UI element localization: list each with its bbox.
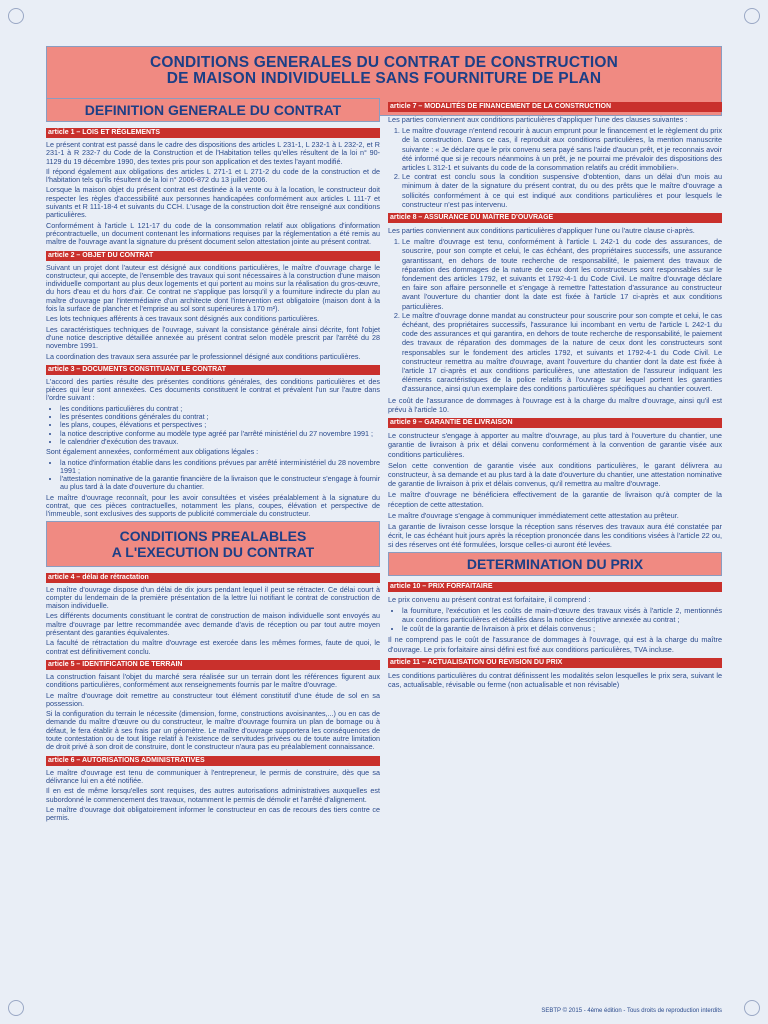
article-10-paragraph: Il ne comprend pas le coût de l'assurance de dommages à l'ouvrage, qui est à la charge du maître d'ouvrage. Le prix forfaitaire ainsi défini est fixé aux conditions particulières, TVA incluse.	[388, 635, 722, 654]
section-prealables-line2: A L'EXECUTION DU CONTRAT	[111, 543, 315, 560]
article-2-paragraph: Les caractéristiques techniques de l'ouvrage, suivant la consistance générale ainsi décrite, font l'objet d'une notice descriptive détaillée annexée au présent contrat selon modèle prescrit par l'arrêté du 28 novembre 1991.	[46, 324, 380, 351]
article-4-paragraph: Les différents documents constituant le contrat de construction de maison individuelle sont envoyés au maître d'ouvrage par lettre recommandée avec demande d'avis de réception ou par tout autre moyen présentant des garanties équivalentes.	[46, 611, 380, 638]
section-prealables	[46, 521, 380, 567]
article-9-paragraph: Selon cette convention de garantie visée aux conditions particulières, le garant délivrera au constructeur, à sa demande et au plus tard à la date d'ouverture du chantier, une attestation nominative de garantie de livraison à prix et délais convenus, qu'il remettra au maître d'ouvrage.	[388, 460, 722, 489]
article-2-heading: article 2 – OBJET DU CONTRAT	[46, 251, 380, 261]
article-3-paragraph: Sont également annexées, conformément aux obligations légales :	[46, 447, 259, 457]
list-item: • les plans, coupes, élévations et perspectives ;	[60, 421, 380, 429]
article-11-heading: article 11 – ACTUALISATION OU RÉVISION DU PRIX	[388, 658, 722, 668]
corner-mark-icon	[744, 1000, 760, 1016]
left-column	[46, 98, 380, 824]
article-5-heading: article 5 – IDENTIFICATION DE TERRAIN	[46, 660, 380, 670]
article-3-paragraph: Le maître d'ouvrage reconnaît, pour les avoir consultées et visées préalablement à la signature du contrat, que ces pièces contractuelles, notamment les plans, coupes, élévation et perspective de l'immeuble, sont exclusives des supports de publicité commerciale du constructeur.	[46, 492, 380, 519]
list-item: 1. Le maître d'ouvrage est tenu, conformément à l'article L 242-1 du code des assurances, de souscrire, pour son compte et celui, le cas échéant, des propriétaires successifs, une assurance garantissant, en dehors de toute recherche de responsabilité, le paiement des travaux de réparation des dommages de la nature de ceux dont les constructeurs sont responsables sur le fondement des articles 1792, et suivants et 1792-4-1 du Code Civil. Le maître d'ouvrage déclare en faire son affaire personnelle et s'engage à remettre l'attestation d'assurance au constructeur avant l'ouverture du chantier dont la date est fixée à l'article 17 ci-après et aux conditions particulières.	[402, 237, 722, 311]
article-2-paragraph: Les lots techniques afférents à ces travaux sont désignés aux conditions particulières.	[46, 314, 320, 324]
article-3-paragraph: L'accord des parties résulte des présentes conditions générales, des conditions particulières et des pièces qui leur sont annexées. Ces documents constituent le contrat et prévalent l'un sur l'autre dans l'ordre suivant :	[46, 376, 380, 403]
header-title-line1: CONDITIONS GENERALES DU CONTRAT DE CONSTRUCTION	[149, 54, 619, 71]
article-10-paragraph: Le prix convenu au présent contrat est forfaitaire, il comprend :	[388, 594, 591, 604]
article-6-paragraph: Le maître d'ouvrage est tenu de communiquer à l'entrepreneur, le permis de construire, dès que sa délivrance lui en a été notifiée.	[46, 767, 380, 785]
article-3-heading: article 3 – DOCUMENTS CONSTITUANT LE CONTRAT	[46, 365, 380, 375]
corner-mark-icon	[8, 1000, 24, 1016]
article-11-paragraph: Les conditions particulières du contrat définissent les modalités selon lesquelles le prix sera, suivant le cas, actualisable, révisable ou ferme (non actualisable et non révisable)	[388, 670, 722, 689]
article-1-paragraph: Lorsque la maison objet du présent contrat est destinée à la vente ou à la location, le constructeur doit respecter les règles d'accessibilité aux personnes handicapées conformément aux articles L 111-7 et suivants et R 111-18-4 et suivants du CCH. L'usage de la construction doit être renseigné aux conditions particulières.	[46, 185, 380, 220]
section-definition: DEFINITION GENERALE DU CONTRAT	[46, 98, 380, 122]
article-10-list	[388, 606, 722, 634]
corner-mark-icon	[744, 8, 760, 24]
article-9-paragraph: Le constructeur s'engage à apporter au maître d'ouvrage, au plus tard à l'ouverture du chantier, une garantie de livraison à prix et délai convenu conformément à la convention de garantie visée aux conditions particulières.	[388, 431, 722, 459]
article-9-paragraph: Le maître d'ouvrage s'engage à communiquer immédiatement cette attestation au prêteur.	[388, 510, 679, 520]
article-1-paragraph: Il répond également aux obligations des articles L 271-1 et L 271-2 du code de la construction et de l'habitation tels qu'ils résultent de la loi n° 2006-872 du 13 juillet 2006.	[46, 166, 380, 185]
article-1-paragraph: Conformément à l'article L 121-17 du code de la consommation relatif aux obligations d'information précontractuelle, un document contenant les informations requises par la réglementation a été remis au maître de l'ouvrage avant la signature du présent document selon attestation jointe au présent contrat.	[46, 220, 380, 247]
article-7-list	[388, 126, 722, 209]
list-item: • les présentes conditions générales du contrat ;	[60, 413, 380, 421]
article-3-annex-list	[46, 459, 380, 492]
article-10-heading: article 10 – PRIX FORFAITAIRE	[388, 582, 722, 592]
article-9-heading: article 9 – GARANTIE DE LIVRAISON	[388, 418, 722, 428]
article-7-paragraph: Les parties conviennent aux conditions particulières d'appliquer l'une des clauses suivantes :	[388, 115, 688, 124]
article-5-paragraph: Si la configuration du terrain le nécessite (dimension, forme, constructions avoisinantes,...) ou en cas de demande du maître d'œuvre ou du constructeur, le maître d'ouvrage fournira un plan de bornage ou à défaut, le fera établir à ses frais par un géomètre. Le maître d'ouvrage supportera les conséquences de toute contestation ou de tout litige relatif à l'existence de servitudes privées ou de toute autre limitation de droit privé à son droit de construire, dont le constructeur n'aura pas eu préalablement connaissance.	[46, 709, 380, 752]
article-6-paragraph: Il en est de même lorsqu'elles sont requises, des autres autorisations administratives auxquelles est subordonné le commencement des travaux, notamment le permis de démolir et l'arrêté d'alignement.	[46, 786, 380, 804]
article-1-paragraph: Le présent contrat est passé dans le cadre des dispositions des articles L 231-1, L 232-1 à L 232-2, et R 231-1 à R 232-7 du Code de la Construction et de l'Habitation telles qu'elles résultent de la loi n° 90-1129 du 19 décembre 1990, des textes pris pour son application et des textes l'ayant modifié.	[46, 140, 380, 166]
list-item: • le calendrier d'exécution des travaux.	[60, 438, 380, 446]
article-9-paragraph: La garantie de livraison cesse lorsque la réception sans réserves des travaux aura été constatée par écrit, le cas échéant huit jours après la réception prononcée dans les conditions visées à l'article 22 ou, si des réserves ont été formulées, lorsque celles-ci auront été levées.	[388, 521, 722, 550]
list-item: 2. Le contrat est conclu sous la condition suspensive d'obtention, dans un délai d'un mois au minimum à dater de la signature du présent contrat, du ou des prêts que le maître d'ouvrage a sollicités conformément à ce qui est indiqué aux conditions particulières et pour lesquels le constructeur n'est pas intervenu.	[402, 172, 722, 209]
copyright-footer: SEBTP © 2015 - 4ème édition - Tous droits de reproduction interdits	[541, 1008, 722, 1014]
article-4-heading: article 4 – délai de rétractation	[46, 573, 380, 583]
right-column	[388, 98, 722, 691]
article-2-paragraph: La coordination des travaux sera assurée par le professionnel désigné aux conditions particulières.	[46, 351, 361, 361]
article-1-heading: article 1 – LOIS ET RÈGLEMENTS	[46, 128, 380, 138]
article-6-paragraph: Le maître d'ouvrage doit obligatoirement informer le constructeur en cas de recours des tiers contre ce permis.	[46, 804, 380, 823]
article-4-paragraph: Le maître d'ouvrage dispose d'un délai de dix jours pendant lequel il peut se rétracter. Ce délai court à compter du lendemain de la première présentation de la lettre lui notifiant le contrat de construction de maison individuelle.	[46, 584, 380, 611]
article-6-heading: article 6 – AUTORISATIONS ADMINISTRATIVES	[46, 756, 380, 766]
section-prix: DETERMINATION DU PRIX	[388, 552, 722, 576]
article-2-paragraph: Suivant un projet dont l'auteur est désigné aux conditions particulières, le maître d'ouvrage charge le constructeur, qui accepte, de l'ensemble des travaux qui sont nécessaires à la construction d'une maison individuelle comportant au plus deux logements et qui portent au moins sur la réalisation du gros-œuvre, du hors d'eau et du hors d'air. Ce contrat ne s'applique pas lorsqu'il y a fourniture indirecte du plan au maître d'ouvrage par l'intermédiaire d'un architecte dont l'intervention est obligatoire (maison dont à la fois la surface de plancher et l'emprise au sol sont supérieures à 170 m²).	[46, 262, 380, 314]
article-4-paragraph: La faculté de rétractation du maître d'ouvrage est exercée dans les mêmes formes, faute de quoi, le contrat est définitivement conclu.	[46, 638, 380, 656]
list-item: • l'attestation nominative de la garantie financière de la livraison que le constructeur s'engage à fournir au plus tard à la date d'ouverture du chantier.	[60, 475, 380, 492]
list-item: • les conditions particulières du contrat ;	[60, 405, 380, 413]
list-item: • la notice descriptive conforme au modèle type agréé par l'arrêté ministériel du 27 novembre 1991 ;	[60, 430, 380, 438]
section-prealables-line1: CONDITIONS PREALABLES	[119, 527, 307, 544]
list-item: 2. Le maître d'ouvrage donne mandat au constructeur pour souscrire pour son compte et celui, le cas échéant, des propriétaires successifs, l'assurance lui incombant en vertu de l'article L 242-1 du code des assurances et qui garantira, en dehors de toute recherche de responsabilité, le paiement des travaux de réparation des dommages de la nature de ceux dont les constructeurs sont responsables sur le fondement des articles 1792, et suivants et 1792-4-1 du Code Civil. Le constructeur remettra au maître d'ouvrage, avant l'ouverture du chantier dont la date est fixée à l'article 17 ci-après et aux conditions particulières, une attestation de l'assureur indiquant les éléments caractéristiques de la police relatifs à l'ouvrage sur lequel portent les garanties d'assurance, ainsi qu'un exemplaire des conditions particulières spécifiques au chantier couvert.	[402, 311, 722, 394]
header-title-line2: DE MAISON INDIVIDUELLE SANS FOURNITURE DE PLAN	[166, 70, 602, 87]
article-3-list	[46, 405, 380, 446]
list-item: • le coût de la garantie de livraison à prix et délais convenus ;	[402, 624, 722, 633]
article-5-paragraph: La construction faisant l'objet du marché sera réalisée sur un terrain dont les références figurent aux conditions particulières, conformément aux renseignements fournis par le maître d'ouvrage.	[46, 671, 380, 690]
corner-mark-icon	[8, 8, 24, 24]
list-item: • la notice d'information établie dans les conditions prévues par arrêté interministériel du 28 novembre 1991 ;	[60, 459, 380, 476]
article-8-list	[388, 237, 722, 393]
article-8-heading: article 8 – ASSURANCE DU MAÎTRE D'OUVRAGE	[388, 213, 722, 223]
list-item: • la fourniture, l'exécution et les coûts de main-d'œuvre des travaux visés à l'article 2, mentionnés aux conditions particulières et détaillés dans la notice descriptive annexée au contrat ;	[402, 606, 722, 624]
article-7-heading: article 7 – MODALITÉS DE FINANCEMENT DE LA CONSTRUCTION	[388, 102, 722, 112]
article-8-paragraph: Le coût de l'assurance de dommages à l'ouvrage est à la charge du maître d'ouvrage, ainsi qu'il est prévu à l'article 10.	[388, 395, 722, 414]
article-8-paragraph: Les parties conviennent aux conditions particulières d'appliquer l'une ou l'autre clause ci-après.	[388, 226, 695, 236]
article-9-paragraph: Le maître d'ouvrage ne bénéficiera effectivement de la garantie de livraison qu'à compter de la réception de cette attestation.	[388, 490, 722, 509]
article-5-paragraph: Le maître d'ouvrage doit remettre au constructeur tout élément constitutif d'une étude de sol en sa possession.	[46, 690, 380, 708]
list-item: 1. Le maître d'ouvrage n'entend recourir à aucun emprunt pour le financement et le règlement du prix de la construction. Dans ce cas, il reproduit aux conditions particulières, la mention manuscrite suivante : « Je déclare que le prix convenu sera payé sans l'aide d'aucun prêt, et je reconnais avoir été informé que si je recours néanmoins à un prêt, je ne pourrai me prévaloir des dispositions des articles L 312-1 et suivants du code de la consommation relatifs au crédit immobilier».	[402, 126, 722, 172]
